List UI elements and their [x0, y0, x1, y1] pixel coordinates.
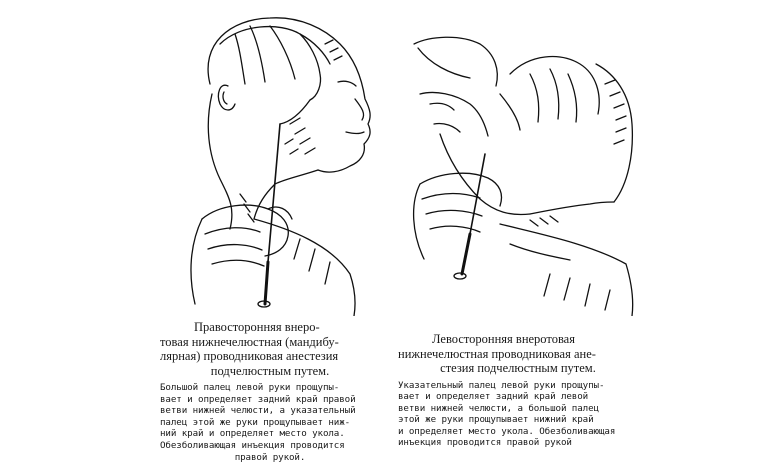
- caption-line: правой рукой.: [234, 451, 306, 463]
- caption-line: вает и определяет задний край левой: [398, 391, 589, 403]
- right-caption: [398, 332, 638, 449]
- left-caption-title: [160, 320, 380, 378]
- right-caption-body: [398, 380, 638, 450]
- caption-line: товая нижнечелюстная (мандибу-: [160, 334, 339, 349]
- caption-line: вает и определяет задний край правой: [160, 393, 356, 405]
- left-caption-body: [160, 382, 380, 463]
- caption-line: Обезболивающая инъекция проводится: [160, 439, 345, 451]
- caption-line: ветви нижней челюсти, а большой палец: [398, 402, 599, 414]
- caption-line: ний край и определяет место укола.: [160, 428, 345, 440]
- caption-line: Левосторонняя внеротовая: [432, 332, 575, 346]
- caption-line: палец этой же руки прощупывает ниж-: [160, 416, 351, 428]
- left-caption: [160, 320, 380, 463]
- right-caption-title: [398, 332, 638, 376]
- caption-line: лярная) проводниковая анестезия: [160, 349, 339, 363]
- caption-line: инъекция проводится правой рукой: [398, 437, 572, 449]
- caption-line: подчелюстным путем.: [210, 363, 330, 378]
- caption-line: нижнечелюстная проводниковая ане-: [398, 346, 596, 361]
- caption-line: Указательный палец левой руки прощупы-: [398, 379, 605, 391]
- illustration-right-sided-anesthesia: [150, 4, 400, 316]
- caption-line: Правосторонняя внеро-: [194, 320, 320, 334]
- caption-line: этой же руки прощупывает нижний край: [398, 414, 594, 426]
- caption-line: стезия подчелюстным путем.: [440, 361, 596, 375]
- caption-line: ветви нижней челюсти, а указательный: [160, 405, 356, 417]
- caption-line: и определяет место укола. Обезболивающая: [398, 425, 616, 437]
- illustration-left-sided-anesthesia: [400, 34, 640, 316]
- caption-line: Большой палец левой руки прощупы-: [160, 382, 340, 393]
